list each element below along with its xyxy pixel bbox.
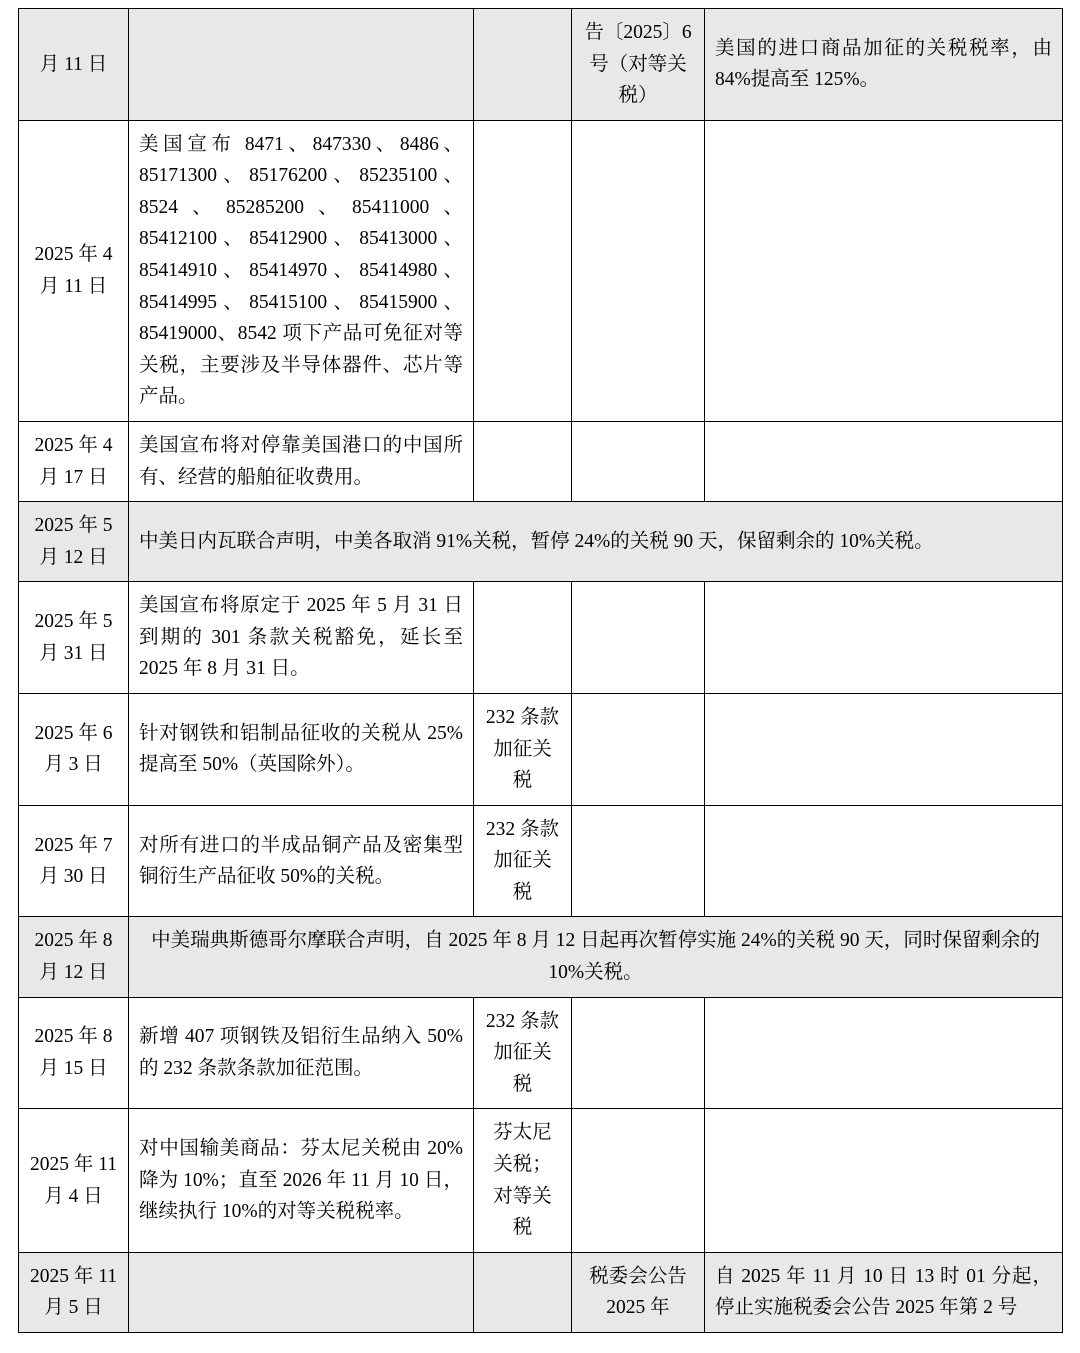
table-row <box>19 693 1063 805</box>
table-row <box>19 582 1063 694</box>
table-row <box>19 1109 1063 1252</box>
row-document-number <box>572 693 705 805</box>
row-date: 2025 年 4 月 11 日 <box>19 120 129 421</box>
table-row <box>19 120 1063 421</box>
row-description: 针对钢铁和铝制品征收的关税从 25%提高至 50%（英国除外）。 <box>129 693 474 805</box>
row-date: 2025 年 5 月 12 日 <box>19 502 129 582</box>
row-tariff-type <box>474 1252 572 1332</box>
row-date: 2025 年 11 月 5 日 <box>19 1252 129 1332</box>
row-tariff-type: 232 条款加征关税 <box>474 805 572 917</box>
row-description <box>129 1252 474 1332</box>
row-tariff-type <box>474 120 572 421</box>
row-document-number <box>572 421 705 501</box>
row-tariff-type: 232 条款加征关税 <box>474 693 572 805</box>
row-note: 美国的进口商品加征的关税税率，由 84%提高至 125%。 <box>705 9 1063 121</box>
row-note: 自 2025 年 11 月 10 日 13 时 01 分起，停止实施税委会公告 2025 年第 2 号 <box>705 1252 1063 1332</box>
row-tariff-type: 232 条款加征关税 <box>474 997 572 1109</box>
row-description: 美国宣布 8471、847330、8486、85171300、85176200、85235100、8524、85285200、85411000、85412100、85412900、85413000、85414910、85414970、85414980、85414995、85415100、85415900、85419000、8542 项下产品可免征对等关税，主要涉及半导体器件、芯片等产品。 <box>129 120 474 421</box>
row-merged-statement: 中美日内瓦联合声明，中美各取消 91%关税，暂停 24%的关税 90 天，保留剩余的 10%关税。 <box>129 502 1063 582</box>
row-date: 月 11 日 <box>19 9 129 121</box>
table-body <box>19 9 1063 1333</box>
row-date: 2025 年 4 月 17 日 <box>19 421 129 501</box>
row-tariff-type <box>474 9 572 121</box>
row-note <box>705 997 1063 1109</box>
row-document-number <box>572 120 705 421</box>
row-note <box>705 693 1063 805</box>
row-date: 2025 年 7 月 30 日 <box>19 805 129 917</box>
row-tariff-type: 芬太尼关税；对等关税 <box>474 1109 572 1252</box>
table-row <box>19 805 1063 917</box>
row-document-number: 税委会公告 2025 年 <box>572 1252 705 1332</box>
row-date: 2025 年 6 月 3 日 <box>19 693 129 805</box>
row-date: 2025 年 8 月 12 日 <box>19 917 129 997</box>
row-document-number <box>572 582 705 694</box>
row-description: 新增 407 项钢铁及铝衍生品纳入 50%的 232 条款条款加征范围。 <box>129 997 474 1109</box>
table-row <box>19 502 1063 582</box>
row-tariff-type <box>474 582 572 694</box>
row-note <box>705 582 1063 694</box>
table-row <box>19 1252 1063 1332</box>
row-document-number: 告〔2025〕6 号（对等关税） <box>572 9 705 121</box>
row-document-number <box>572 997 705 1109</box>
row-description <box>129 9 474 121</box>
row-note <box>705 120 1063 421</box>
row-date: 2025 年 8 月 15 日 <box>19 997 129 1109</box>
table-row <box>19 997 1063 1109</box>
row-date: 2025 年 11 月 4 日 <box>19 1109 129 1252</box>
row-document-number <box>572 805 705 917</box>
row-document-number <box>572 1109 705 1252</box>
row-description: 对所有进口的半成品铜产品及密集型铜衍生产品征收 50%的关税。 <box>129 805 474 917</box>
row-merged-statement: 中美瑞典斯德哥尔摩联合声明，自 2025 年 8 月 12 日起再次暂停实施 24%的关税 90 天，同时保留剩余的 10%关税。 <box>129 917 1063 997</box>
row-description: 美国宣布将原定于 2025 年 5 月 31 日到期的 301 条款关税豁免，延长至 2025 年 8 月 31 日。 <box>129 582 474 694</box>
table-row <box>19 421 1063 501</box>
table-row <box>19 917 1063 997</box>
tariff-timeline-table <box>18 8 1063 1333</box>
table-row <box>19 9 1063 121</box>
row-note <box>705 1109 1063 1252</box>
row-note <box>705 805 1063 917</box>
row-date: 2025 年 5 月 31 日 <box>19 582 129 694</box>
row-tariff-type <box>474 421 572 501</box>
row-description: 对中国输美商品：芬太尼关税由 20%降为 10%；直至 2026 年 11 月 10 日，继续执行 10%的对等关税税率。 <box>129 1109 474 1252</box>
row-note <box>705 421 1063 501</box>
row-description: 美国宣布将对停靠美国港口的中国所有、经营的船舶征收费用。 <box>129 421 474 501</box>
